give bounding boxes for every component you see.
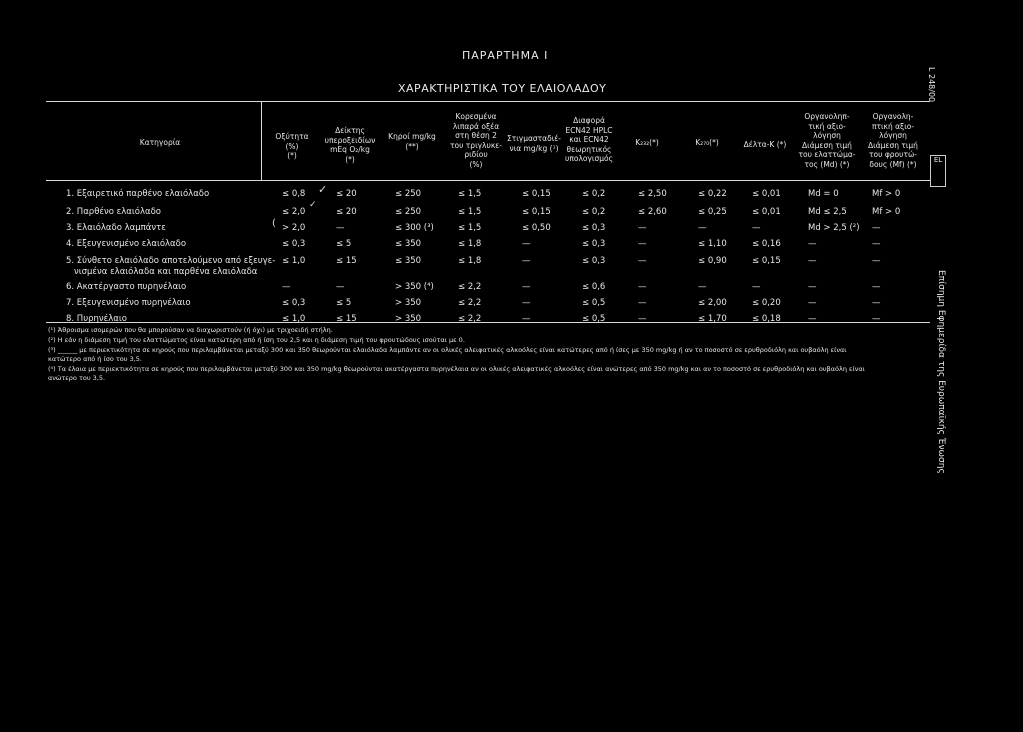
table-cell: — — [522, 314, 531, 324]
table-cell: ≤ 1,70 — [698, 314, 727, 324]
table-cell: ≤ 0,22 — [698, 189, 727, 199]
header-waxes: Κηροί mg/kg (**) — [388, 132, 436, 151]
table-cell: ≤ 0,15 — [522, 207, 551, 217]
table-cell: — — [872, 223, 881, 233]
table-cell: ≤ 0,2 — [582, 207, 606, 217]
table-cell: > 2,0 — [282, 223, 306, 233]
table-cell: ≤ 2,2 — [458, 282, 482, 292]
table-cell: > 350 (⁴) — [395, 282, 434, 292]
table-cell: ≤ 0,15 — [752, 256, 781, 266]
row-name: 5. Σύνθετο ελαιόλαδο αποτελούμενο από εξευγε- — [66, 256, 276, 266]
row-name: 2. Παρθένο ελαιόλαδο — [66, 207, 161, 217]
table-cell: Md ≤ 2,5 — [808, 207, 847, 217]
table-cell: — — [872, 282, 881, 292]
table-cell: — — [282, 282, 291, 292]
table-cell: — — [872, 239, 881, 249]
table-cell: — — [752, 282, 761, 292]
table-top-border — [46, 101, 930, 102]
table-cell: ≤ 0,18 — [752, 314, 781, 324]
table-cell: ≤ 0,3 — [282, 239, 306, 249]
table-cell: — — [522, 282, 531, 292]
page-reference: L 248/00 — [927, 67, 936, 103]
row-name: 8. Πυρηνέλαιο — [66, 314, 127, 324]
table-cell: — — [638, 282, 647, 292]
table-cell: ≤ 20 — [336, 207, 357, 217]
table-cell: — — [638, 314, 647, 324]
language-box: EL — [930, 155, 946, 187]
table-cell: ≤ 1,8 — [458, 239, 482, 249]
table-cell: ≤ 2,60 — [638, 207, 667, 217]
table-cell: ≤ 350 — [395, 256, 422, 266]
header-category: Κατηγορία — [139, 138, 181, 147]
row-name: 6. Ακατέργαστο πυρηνέλαιο — [66, 282, 187, 292]
table-cell: ≤ 1,10 — [698, 239, 727, 249]
header-saturated: Κορεσμένα λιπαρά οξέα στη θέση 2 του τριγλυκε- ριδίου (%) — [449, 112, 503, 169]
table-cell: ≤ 1,8 — [458, 256, 482, 266]
table-cell: ≤ 0,20 — [752, 298, 781, 308]
table-cell: — — [522, 298, 531, 308]
note-4: (⁴) Τα έλαια με περιεκτικότητα σε κηρούς που περιλαμβάνεται μεταξύ 300 και 350 mg/kg θεωρούνται ακατέργαστα πυρηνέλαια αν οι ολικές αλειφατικές αλκοόλες είναι ανώτερες από 350 mg/kg και αν το ποσοστό σε ερυθροδιόλη και ουβαόλη είναι — [48, 365, 865, 373]
table-cell: ≤ 0,6 — [582, 282, 606, 292]
table-cell: Md > 2,5 (²) — [808, 223, 860, 233]
table-cell: — — [808, 282, 817, 292]
table-cell: ≤ 2,50 — [638, 189, 667, 199]
table-cell: ≤ 15 — [336, 314, 357, 324]
table-cell: ≤ 0,3 — [582, 239, 606, 249]
annex-heading: ΠΑΡΑΡΤΗΜΑ Ι — [462, 49, 549, 62]
note-3-cont: κατώτερο από ή ίσο του 3,5. — [48, 355, 142, 363]
header-stigmastadienes: Στιγμασταδιέ- νια mg/kg (¹) — [506, 134, 562, 153]
header-peroxide: Δείκτης υπεροξειδίων mEq O₂/kg (*) — [324, 126, 376, 164]
table-cell: ≤ 1,5 — [458, 207, 482, 217]
table-cell: — — [638, 256, 647, 266]
table-cell: — — [872, 256, 881, 266]
table-bottom-border — [46, 322, 930, 323]
table-cell: — — [808, 314, 817, 324]
table-cell: ≤ 0,5 — [582, 298, 606, 308]
row-name: 3. Ελαιόλαδο λαμπάντε — [66, 223, 166, 233]
table-cell: ≤ 250 — [395, 207, 422, 217]
table-cell: ≤ 1,0 — [282, 314, 306, 324]
table-cell: ≤ 250 — [395, 189, 422, 199]
table-cell: — — [872, 298, 881, 308]
table-cell: ≤ 1,5 — [458, 223, 482, 233]
header-delta-k: Δέλτα-Κ (*) — [743, 140, 787, 149]
handwritten-circle-mark: ( — [272, 218, 276, 229]
table-cell: ≤ 0,01 — [752, 207, 781, 217]
table-cell: ≤ 2,2 — [458, 314, 482, 324]
row-name: 1. Εξαιρετικό παρθένο ελαιόλαδο — [66, 189, 210, 199]
table-cell: ≤ 0,3 — [582, 256, 606, 266]
note-2: (²) Η εάν η διάμεση τιμή του ελαττώματος είναι κατώτερη από ή ίση του 2,5 και η διάμεση τιμή του φρουτώδους ισούται με 0. — [48, 336, 465, 344]
handwritten-check-mark-2: ✓ — [309, 200, 317, 210]
header-organoleptic-md: Οργανοληπ- τική αξιο- λόγηση Διάμεση τιμή του ελαττώμα- τος (Md) (*) — [798, 112, 856, 169]
table-cell: > 350 — [395, 298, 422, 308]
table-cell: ≤ 2,00 — [698, 298, 727, 308]
handwritten-check-mark: ✓ — [318, 183, 328, 196]
table-title: ΧΑΡΑΚΤΗΡΙΣΤΙΚΑ ΤΟΥ ΕΛΑΙΟΛΑΔΟΥ — [398, 82, 607, 95]
table-cell: ≤ 0,2 — [582, 189, 606, 199]
table-cell: — — [638, 239, 647, 249]
table-cell: ≤ 1,5 — [458, 189, 482, 199]
header-acidity: Οξύτητα (%) (*) — [275, 132, 309, 160]
table-cell: — — [638, 298, 647, 308]
table-cell: ≤ 15 — [336, 256, 357, 266]
note-3: (³) ______ με περιεκτικότητα σε κηρούς που περιλαμβάνεται μεταξύ 300 και 350 θεωρούνται ελαιόλαδα λαμπάντε αν οι ολικές αλειφατικές αλκοόλες είναι κατώτερες από ή ίσες με 350 mg/kg ή αν το ποσοστό σε ερυθροδιόλη και ουβαόλη είναι — [48, 346, 847, 354]
table-cell: — — [752, 223, 761, 233]
header-k270: K₂₇₀(*) — [695, 138, 719, 147]
header-k232: K₂₃₂(*) — [635, 138, 659, 147]
note-4-cont: ανώτερο του 3,5. — [48, 374, 106, 382]
gazette-name: Επίσημη Εφημερίδα της Ευρωπαϊκής Ένωσης — [936, 270, 946, 474]
table-cell: Md = 0 — [808, 189, 839, 199]
table-cell: ≤ 350 — [395, 239, 422, 249]
table-cell: — — [336, 282, 345, 292]
header-divider — [261, 101, 262, 180]
header-bottom-border — [46, 180, 930, 181]
table-cell: ≤ 2,2 — [458, 298, 482, 308]
note-1: (¹) Άθροισμα ισομερών που θα μπορούσαν να διαχωριστούν (ή όχι) με τριχοειδή στήλη. — [48, 326, 333, 334]
row-name: 7. Εξευγενισμένο πυρηνέλαιο — [66, 298, 191, 308]
table-cell: — — [808, 239, 817, 249]
table-cell: ≤ 0,16 — [752, 239, 781, 249]
table-cell: ≤ 1,0 — [282, 256, 306, 266]
row-name: 4. Εξευγενισμένο ελαιόλαδο — [66, 239, 187, 249]
table-cell: — — [522, 256, 531, 266]
table-cell: ≤ 2,0 — [282, 207, 306, 217]
table-cell: ≤ 0,3 — [282, 298, 306, 308]
table-cell: — — [336, 223, 345, 233]
table-cell: ≤ 0,5 — [582, 314, 606, 324]
table-cell: — — [638, 223, 647, 233]
table-cell: — — [808, 256, 817, 266]
table-cell: ≤ 0,15 — [522, 189, 551, 199]
table-cell: > 350 — [395, 314, 422, 324]
table-cell: ≤ 0,50 — [522, 223, 551, 233]
table-cell: ≤ 0,90 — [698, 256, 727, 266]
table-cell: Mf > 0 — [872, 189, 901, 199]
table-cell: ≤ 300 (³) — [395, 223, 434, 233]
table-cell: ≤ 5 — [336, 239, 352, 249]
table-cell: ≤ 20 — [336, 189, 357, 199]
table-cell: ≤ 5 — [336, 298, 352, 308]
table-cell: — — [522, 239, 531, 249]
row-name-cont: νισμένα ελαιόλαδα και παρθένα ελαιόλαδα — [74, 267, 258, 277]
table-cell: ≤ 0,8 — [282, 189, 306, 199]
table-cell: ≤ 0,25 — [698, 207, 727, 217]
table-cell: Mf > 0 — [872, 207, 901, 217]
table-cell: — — [698, 223, 707, 233]
header-ecn42: Διαφορά ECN42 HPLC και ECN42 θεωρητικός υπολογισμός — [565, 116, 613, 163]
table-cell: — — [808, 298, 817, 308]
table-cell: — — [698, 282, 707, 292]
header-organoleptic-mf: Οργανολη- πτική αξιο- λόγηση Διάμεση τιμή του φρουτώ- δους (Mf) (*) — [868, 112, 918, 169]
table-cell: ≤ 0,01 — [752, 189, 781, 199]
table-cell: ≤ 0,3 — [582, 223, 606, 233]
table-cell: — — [872, 314, 881, 324]
